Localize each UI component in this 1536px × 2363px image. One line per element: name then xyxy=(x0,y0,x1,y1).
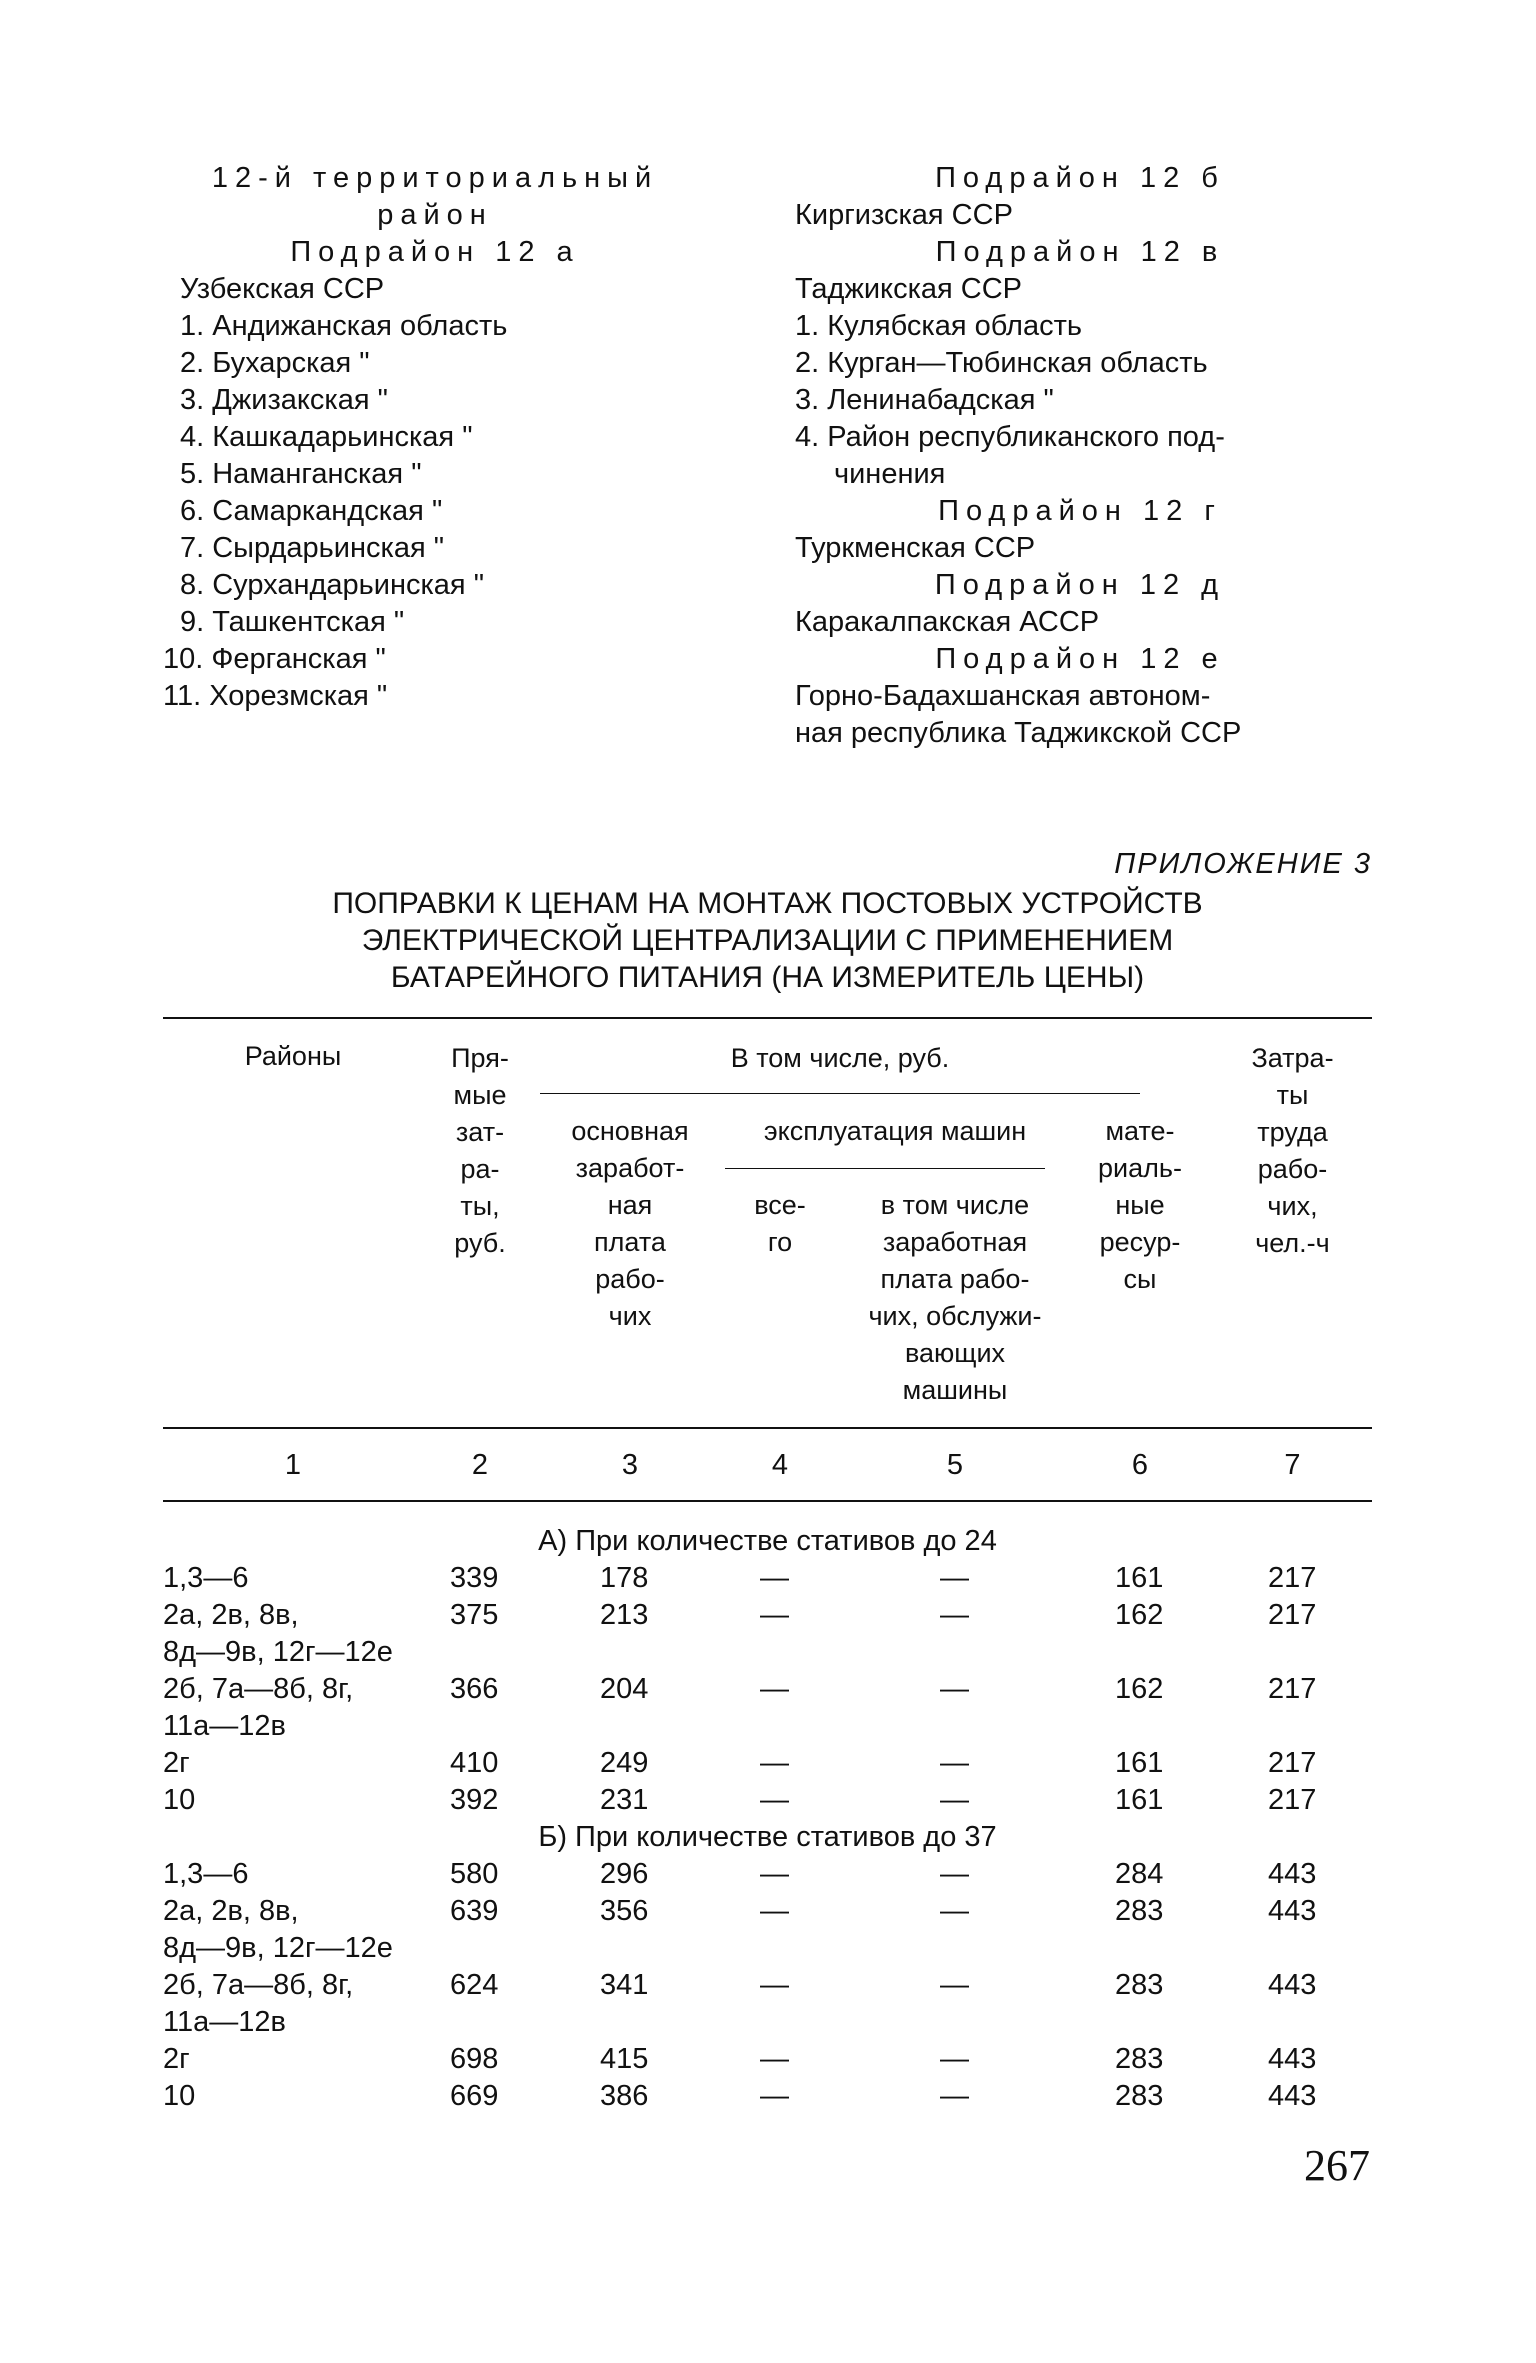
value-cell: 217 xyxy=(1268,1747,1317,1779)
value-cell: — xyxy=(760,1599,789,1631)
header-machine-wages: в том числе заработная плата рабо- чих, обслужи- вающих машины xyxy=(868,1190,1042,1405)
value-cell: 161 xyxy=(1115,1562,1164,1594)
value-cell: 386 xyxy=(600,2080,649,2112)
value-cell: 624 xyxy=(450,1969,499,2001)
right-column-line: Киргизская ССР xyxy=(795,199,1013,231)
oblast-item: 7. Сырдарьинская " xyxy=(180,532,445,564)
value-cell: — xyxy=(760,1969,789,2001)
value-cell: 283 xyxy=(1115,2080,1164,2112)
right-column-line: 4. Район республиканского под- xyxy=(795,421,1225,453)
region-cell: 11а—12в xyxy=(163,1710,286,1742)
value-cell: 217 xyxy=(1268,1784,1317,1816)
value-cell: 217 xyxy=(1268,1562,1317,1594)
value-cell: 375 xyxy=(450,1599,499,1631)
right-column-line: ная республика Таджикской ССР xyxy=(795,717,1242,749)
header-materials: мате- риаль- ные ресур- сы xyxy=(1098,1116,1182,1294)
value-cell: 356 xyxy=(600,1895,649,1927)
column-number: 6 xyxy=(1131,1449,1149,1481)
value-cell: 284 xyxy=(1115,1858,1164,1890)
value-cell: 339 xyxy=(450,1562,499,1594)
value-cell: — xyxy=(760,1747,789,1779)
subregion-title: Подрайон 12 е xyxy=(935,643,1225,675)
column-number: 7 xyxy=(1284,1449,1301,1481)
oblast-item: 8. Сурхандарьинская " xyxy=(180,569,484,601)
right-column-line: Каракалпакская АССР xyxy=(795,606,1100,638)
column-number: 2 xyxy=(471,1449,489,1481)
oblast-item: 5. Наманганская " xyxy=(180,458,422,490)
value-cell: 443 xyxy=(1268,2080,1317,2112)
subregion-title: Подрайон 12 б xyxy=(935,162,1225,194)
value-cell: — xyxy=(940,1747,969,1779)
region-heading-cont: район xyxy=(377,199,493,231)
right-column-line: чинения xyxy=(834,458,946,490)
oblast-item: 3. Джизакская " xyxy=(180,384,388,416)
value-cell: 669 xyxy=(450,2080,499,2112)
value-cell: 249 xyxy=(600,1747,649,1779)
header-direct-costs: Пря- мые зат- ра- ты, руб. xyxy=(451,1043,509,1258)
value-cell: 283 xyxy=(1115,2043,1164,2075)
value-cell: 341 xyxy=(600,1969,649,2001)
value-cell: 443 xyxy=(1268,1969,1317,2001)
appendix-title-line: ЭЛЕКТРИЧЕСКОЙ ЦЕНТРАЛИЗАЦИИ С ПРИМЕНЕНИЕМ xyxy=(361,924,1174,957)
right-column-line: 2. Курган—Тюбинская область xyxy=(795,347,1208,379)
value-cell: 162 xyxy=(1115,1673,1164,1705)
header-total: все- го xyxy=(754,1190,806,1257)
value-cell: 213 xyxy=(600,1599,649,1631)
oblast-item: 10. Ферганская " xyxy=(163,643,386,675)
header-machine-operation: эксплуатация машин xyxy=(763,1116,1027,1146)
region-cell: 10 xyxy=(163,2080,196,2112)
value-cell: — xyxy=(940,2080,969,2112)
value-cell: 639 xyxy=(450,1895,499,1927)
value-cell: — xyxy=(760,1784,789,1816)
group-rule xyxy=(540,1093,1140,1094)
right-column-line: Туркменская ССР xyxy=(795,532,1036,564)
region-cell: 2б, 7а—8б, 8г, xyxy=(163,1673,354,1705)
header-labor: Затра- ты труда рабо- чих, чел.-ч xyxy=(1251,1043,1334,1258)
subregion-title: Подрайон 12 а xyxy=(290,236,580,268)
value-cell: 161 xyxy=(1115,1747,1164,1779)
value-cell: — xyxy=(940,1969,969,2001)
page-number: 267 xyxy=(1304,2141,1370,2190)
value-cell: 410 xyxy=(450,1747,499,1779)
region-cell: 2г xyxy=(163,2043,190,2075)
value-cell: 296 xyxy=(600,1858,649,1890)
value-cell: 443 xyxy=(1268,1858,1317,1890)
appendix-label: ПРИЛОЖЕНИЕ 3 xyxy=(1114,848,1372,880)
value-cell: 283 xyxy=(1115,1969,1164,2001)
value-cell: — xyxy=(760,2080,789,2112)
section-title: А) При количестве стативов до 24 xyxy=(538,1525,997,1557)
subregion-title: Подрайон 12 д xyxy=(934,569,1226,601)
value-cell: 443 xyxy=(1268,2043,1317,2075)
value-cell: 366 xyxy=(450,1673,499,1705)
header-regions: Районы xyxy=(244,1041,342,1071)
value-cell: — xyxy=(760,2043,789,2075)
oblast-item: 6. Самаркандская " xyxy=(180,495,443,527)
region-cell: 8д—9в, 12г—12е xyxy=(163,1932,393,1964)
column-number: 1 xyxy=(284,1449,302,1481)
right-column-line: 1. Кулябская область xyxy=(795,310,1082,342)
value-cell: 217 xyxy=(1268,1673,1317,1705)
header-base-wages: основная заработ- ная плата рабо- чих xyxy=(571,1116,689,1331)
value-cell: — xyxy=(760,1673,789,1705)
region-cell: 10 xyxy=(163,1784,196,1816)
region-cell: 2б, 7а—8б, 8г, xyxy=(163,1969,354,2001)
region-cell: 2а, 2в, 8в, xyxy=(163,1895,299,1927)
oblast-item: 2. Бухарская " xyxy=(180,347,370,379)
value-cell: 698 xyxy=(450,2043,499,2075)
value-cell: — xyxy=(940,1858,969,1890)
header-group-including: В том числе, руб. xyxy=(730,1043,950,1073)
value-cell: 162 xyxy=(1115,1599,1164,1631)
right-column-line: Горно-Бадахшанская автоном- xyxy=(795,680,1211,712)
section-title: Б) При количестве стативов до 37 xyxy=(538,1821,997,1853)
column-number: 4 xyxy=(771,1449,789,1481)
appendix-title-line: ПОПРАВКИ К ЦЕНАМ НА МОНТАЖ ПОСТОВЫХ УСТРОЙСТВ xyxy=(332,887,1203,920)
value-cell: 161 xyxy=(1115,1784,1164,1816)
right-column-line: 3. Ленинабадская " xyxy=(795,384,1054,416)
region-cell: 11а—12в xyxy=(163,2006,286,2038)
numbers-bottom-rule xyxy=(163,1500,1372,1502)
value-cell: 392 xyxy=(450,1784,499,1816)
oblast-item: 4. Кашкадарьинская " xyxy=(180,421,473,453)
right-column-line: Таджикская ССР xyxy=(795,273,1023,305)
region-cell: 1,3—6 xyxy=(163,1562,249,1594)
value-cell: — xyxy=(940,1599,969,1631)
region-cell: 1,3—6 xyxy=(163,1858,249,1890)
value-cell: — xyxy=(760,1895,789,1927)
value-cell: — xyxy=(760,1562,789,1594)
oblast-item: 1. Андижанская область xyxy=(180,310,508,342)
table-top-rule xyxy=(163,1017,1372,1019)
value-cell: 443 xyxy=(1268,1895,1317,1927)
header-bottom-rule xyxy=(163,1427,1372,1429)
value-cell: 231 xyxy=(600,1784,649,1816)
oblast-item: 11. Хорезмская " xyxy=(163,680,388,712)
value-cell: 204 xyxy=(600,1673,649,1705)
value-cell: — xyxy=(940,2043,969,2075)
value-cell: 580 xyxy=(450,1858,499,1890)
region-cell: 2а, 2в, 8в, xyxy=(163,1599,299,1631)
region-heading: 12-й территориальный xyxy=(211,162,659,194)
value-cell: — xyxy=(940,1562,969,1594)
subregion-title: Подрайон 12 г xyxy=(938,495,1222,527)
oblast-item: 9. Ташкентская " xyxy=(180,606,405,638)
appendix-title-line: БАТАРЕЙНОГО ПИТАНИЯ (НА ИЗМЕРИТЕЛЬ ЦЕНЫ) xyxy=(390,961,1145,994)
column-number: 3 xyxy=(621,1449,639,1481)
column-number: 5 xyxy=(946,1449,964,1481)
subregion-title: Подрайон 12 в xyxy=(935,236,1225,268)
value-cell: 415 xyxy=(600,2043,649,2075)
value-cell: 283 xyxy=(1115,1895,1164,1927)
value-cell: — xyxy=(760,1858,789,1890)
value-cell: — xyxy=(940,1673,969,1705)
value-cell: — xyxy=(940,1895,969,1927)
value-cell: 178 xyxy=(600,1562,649,1594)
value-cell: 217 xyxy=(1268,1599,1317,1631)
value-cell: — xyxy=(940,1784,969,1816)
region-cell: 2г xyxy=(163,1747,190,1779)
republic-name: Узбекская ССР xyxy=(180,273,385,305)
exploit-rule xyxy=(725,1168,1045,1169)
region-cell: 8д—9в, 12г—12е xyxy=(163,1636,393,1668)
